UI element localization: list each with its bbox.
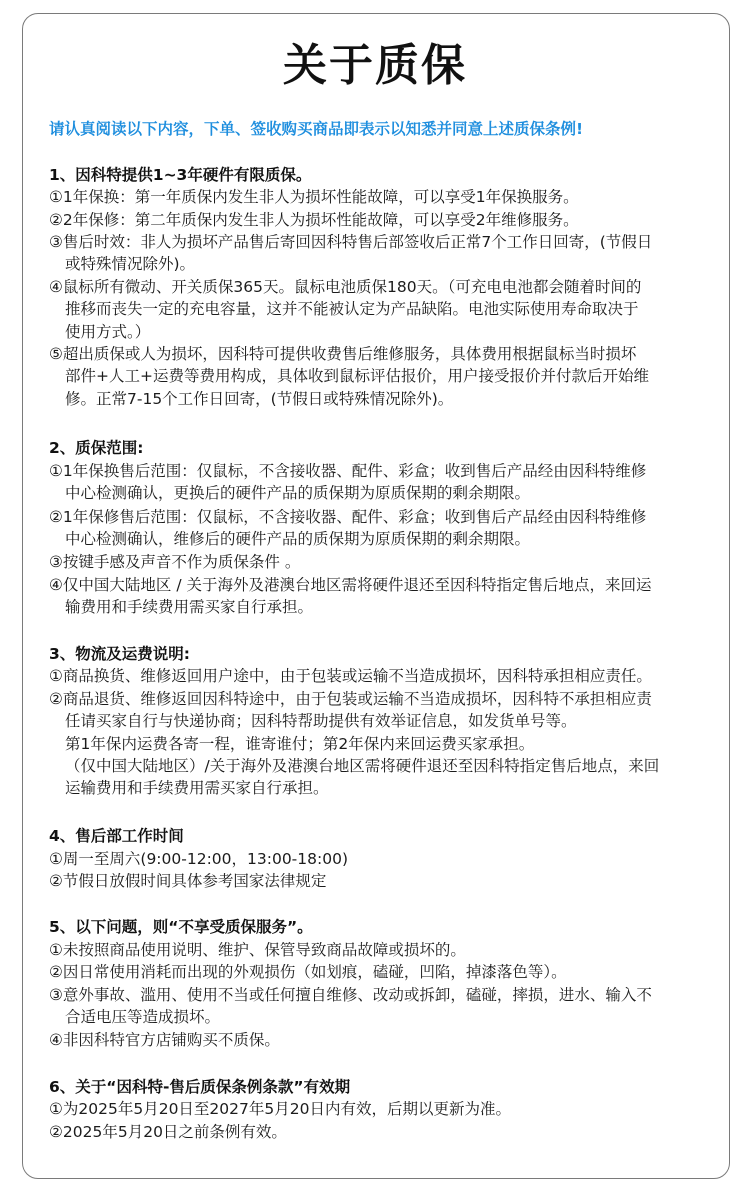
clause-line: 第1年保内运费各寄一程，谁寄谁付；第2年保内来回运费买家承担。 [65,734,535,753]
clause-line: ②2年保修：第二年质保内发生非人为损坏性能故障，可以享受2年维修服务。 [49,211,579,229]
clause-item [49,209,719,231]
section-heading: 4、售后部工作时间 [49,827,184,845]
clause-line: ②节假日放假时间具体参考国家法律规定 [49,872,327,890]
clause-item [49,343,719,410]
section-heading: 6、关于“因科特-售后质保条例条款”有效期 [49,1078,351,1096]
clause-line: ③意外事故、滥用、使用不当或任何擅自维修、改动或拆卸，磕碰，摔损，进水、输入不 [49,986,652,1004]
clause-item [49,939,719,961]
clause-line: ①商品换货、维修返回用户途中，由于包装或运输不当造成损坏，因科特承担相应责任。 [49,667,652,685]
notice-text: 请认真阅读以下内容，下单、签收购买商品即表示以知悉并同意上述质保条例! [49,120,584,138]
clause-line: 任请买家自行与快递协商；因科特帮助提供有效举证信息，如发货单号等。 [65,712,577,731]
clause-line: ⑤超出质保或人为损坏，因科特可提供收费售后维修服务，具体费用根据鼠标当时损坏 [49,345,637,363]
clause-line: 输费用和手续费用需买家自行承担。 [65,598,314,617]
clause-line: 部件+人工+运费等费用构成，具体收到鼠标评估报价，用户接受报价并付款后开始维 [65,367,649,386]
clause-line: ①未按照商品使用说明、维护、保管导致商品故障或损坏的。 [49,941,466,959]
clause-item [49,186,719,208]
clause-line: 推移而丧失一定的充电容量，这并不能被认定为产品缺陷。电池实际使用寿命取决于 [65,300,639,319]
clause-line: 中心检测确认，维修后的硬件产品的质保期为原质保期的剩余期限。 [65,530,531,549]
clause-line: ②1年保修售后范围：仅鼠标，不含接收器、配件、彩盒；收到售后产品经由因科特维修 [49,508,647,526]
clause-item [49,1029,719,1051]
clause-line: 使用方式。） [65,322,151,341]
clause-line: ①1年保换售后范围：仅鼠标，不含接收器、配件、彩盒；收到售后产品经由因科特维修 [49,462,647,480]
clause-item [49,961,719,983]
clause-item [49,665,719,687]
clause-item [49,506,719,551]
clause-line: ①周一至周六(9:00-12:00，13:00-18:00) [49,850,348,868]
clause-line: 或特殊情况除外)。 [65,255,196,274]
section-heading: 2、质保范围: [49,439,144,457]
clause-line: 运输费用和手续费用需买家自行承担。 [65,779,329,798]
clause-line: ④非因科特官方店铺购买不质保。 [49,1031,280,1049]
clause-line: （仅中国大陆地区）/关于海外及港澳台地区需将硬件退还至因科特指定售后地点，来回 [65,756,660,775]
clause-item [49,460,719,505]
clause-line: 中心检测确认，更换后的硬件产品的质保期为原质保期的剩余期限。 [65,484,531,503]
page-title: 关于质保 [283,40,467,91]
clause-line: 修。正常7-15个工作日回寄，(节假日或特殊情况除外)。 [65,389,454,408]
clause-line: 合适电压等造成损坏。 [65,1008,221,1027]
clause-item [49,1098,719,1120]
clause-line: ①为2025年5月20日至2027年5月20日内有效，后期以更新为准。 [49,1100,511,1118]
clause-item [49,231,719,276]
clause-line: ①1年保换：第一年质保内发生非人为损坏性能故障，可以享受1年保换服务。 [49,188,579,206]
clause-item [49,574,719,619]
section-heading: 3、物流及运费说明: [49,645,190,663]
section-heading: 1、因科特提供1~3年硬件有限质保。 [49,166,312,184]
clause-item [49,848,719,870]
clause-item [49,276,719,343]
clause-line: ④鼠标所有微动、开关质保365天。鼠标电池质保180天。（可充电电池都会随着时间的 [49,278,642,296]
clause-item [49,984,719,1029]
clause-line: ②商品退货、维修返回因科特途中，由于包装或运输不当造成损坏，因科特不承担相应责 [49,690,652,708]
clause-line: ④仅中国大陆地区 / 关于海外及港澳台地区需将硬件退还至因科特指定售后地点，来回运 [49,576,652,594]
clause-line: ③售后时效：非人为损坏产品售后寄回因科特售后部签收后正常7个工作日回寄，(节假日 [49,233,653,251]
clause-item [49,1121,719,1143]
clause-item [49,870,719,892]
clause-line: ②因日常使用消耗而出现的外观损伤（如划痕，磕碰，凹陷，掉漆落色等）。 [49,963,567,981]
clause-line: ③按键手感及声音不作为质保条件 。 [49,553,301,571]
clause-item [49,551,719,573]
clause-item [49,688,719,799]
section-heading: 5、以下问题，则“不享受质保服务”。 [49,918,313,936]
clause-line: ②2025年5月20日之前条例有效。 [49,1123,287,1141]
